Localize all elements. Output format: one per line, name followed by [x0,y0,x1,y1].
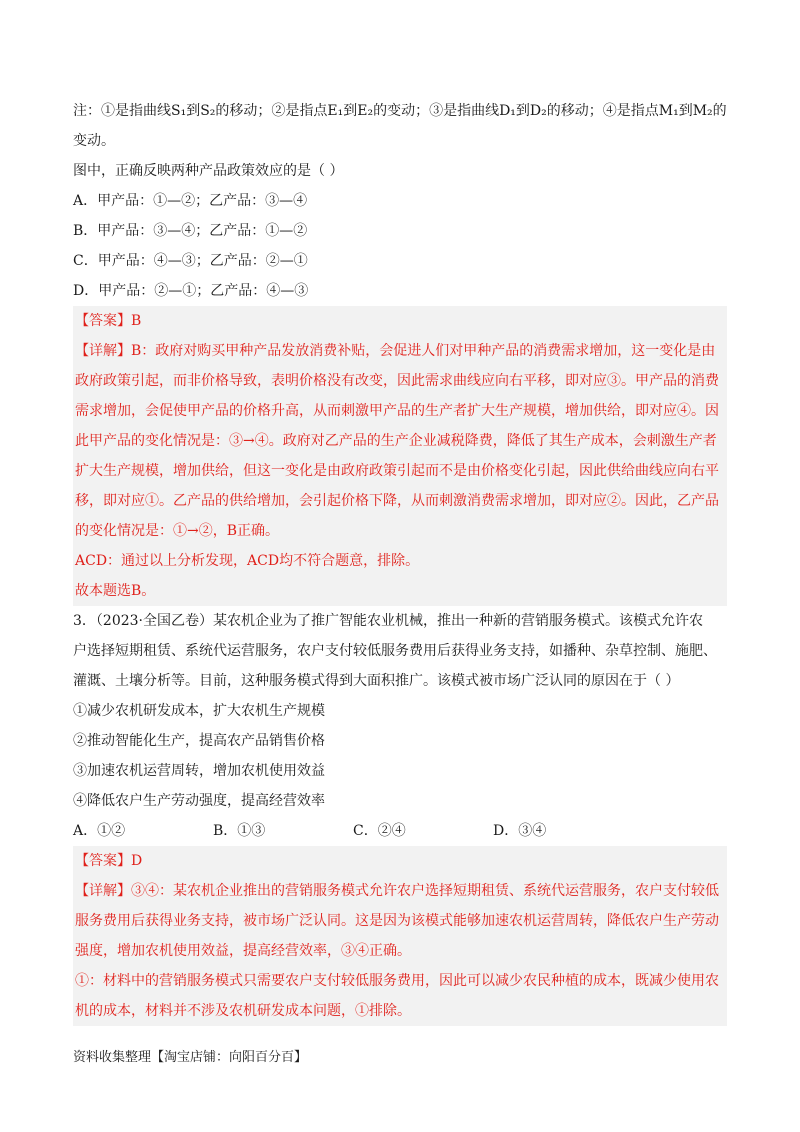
q2-detail-line: 【详解】B：政府对购买甲种产品发放消费补贴，会促进人们对甲种产品的消费需求增加，这一变化是由 [75,343,716,359]
document-page [73,96,727,1026]
page-footer: 资料收集整理【淘宝店铺：向阳百分百】 [73,1050,308,1065]
q2-option-c: C．甲产品：④—③；乙产品：②—① [73,253,308,269]
q3-detail-line: 强度，增加农机使用效益，提高经营效率，③④正确。 [75,943,411,959]
q3-option-a: A．①② [73,823,126,839]
q3-stem-line: 户选择短期租赁、系统代运营服务，农户支付较低服务费用后获得业务支持，如播种、杂草控制、施肥、 [73,643,717,659]
q3-item-3: ③加速农机运营周转，增加农机使用效益 [73,763,325,779]
q2-detail-line: 政府政策引起，而非价格导致，表明价格没有改变，因此需求曲线应向右平移，即对应③。甲产品的消费 [75,373,719,389]
q3-option-b: B．①③ [213,823,266,839]
q2-detail-line: 故本题选B。 [75,583,156,599]
q3-answer: 【答案】D [75,853,143,869]
q2-detail-line: ACD：通过以上分析发现，ACD均不符合题意，排除。 [75,553,420,569]
q3-item-4: ④降低农户生产劳动强度，提高经营效率 [73,793,325,809]
q2-stem: 图中，正确反映两种产品政策效应的是（ ） [73,163,344,179]
q2-detail-line: 扩大生产规模，增加供给，但这一变化是由政府政策引起而不是由价格变化引起，因此供给曲线应向右平 [75,463,719,479]
q2-detail-line: 需求增加，会促使甲产品的价格升高，从而刺激甲产品的生产者扩大生产规模，增加供给，即对应④。因 [75,403,719,419]
q3-detail-line: 服务费用后获得业务支持，被市场广泛认同。这是因为该模式能够加速农机运营周转，降低农户生产劳动 [75,913,719,929]
q2-detail-line: 此甲产品的变化情况是：③→④。政府对乙产品的生产企业减税降费，降低了其生产成本，会刺激生产者 [75,433,717,449]
q3-item-2: ②推动智能化生产，提高农产品销售价格 [73,733,325,749]
q2-detail-line: 移，即对应①。乙产品的供给增加，会引起价格下降，从而刺激消费需求增加，即对应②。因此，乙产品 [75,493,719,509]
q2-answer-box [73,306,727,606]
q2-note-line-2: 变动。 [73,133,115,149]
q3-stem-line: 灌溉、土壤分析等。目前，这种服务模式得到大面积推广。该模式被市场广泛认同的原因在于（ ） [73,673,680,689]
q2-note-line-1: 注：①是指曲线S₁到S₂的移动；②是指点E₁到E₂的变动；③是指曲线D₁到D₂的移动；④是指点M₁到M₂的 [73,103,727,119]
q2-option-d: D．甲产品：②—①；乙产品：④—③ [73,283,309,299]
q3-options-row [73,816,727,846]
q3-detail-line: 【详解】③④：某农机企业推出的营销服务模式允许农户选择短期租赁、系统代运营服务，农户支付较低 [75,883,719,899]
q2-option-b: B．甲产品：③—④；乙产品：①—② [73,223,308,239]
q2-detail-line: 的变化情况是：①→②，B正确。 [75,523,280,539]
q3-option-c: C．②④ [353,823,406,839]
q3-stem-line: 3．（2023·全国乙卷）某农机企业为了推广智能农业机械，推出一种新的营销服务模式。该模式允许农 [73,613,703,629]
q2-option-a: A．甲产品：①—②；乙产品：③—④ [73,193,308,209]
q3-option-d: D．③④ [493,823,547,839]
q2-answer: 【答案】B [75,313,142,329]
q3-detail-line: ①：材料中的营销服务模式只需要农户支付较低服务费用，因此可以减少农民种植的成本，既减少使用农 [75,973,719,989]
q3-answer-box [73,846,727,1026]
q3-detail-line: 机的成本，材料并不涉及农机研发成本问题，①排除。 [75,1003,411,1019]
q3-item-1: ①减少农机研发成本，扩大农机生产规模 [73,703,325,719]
